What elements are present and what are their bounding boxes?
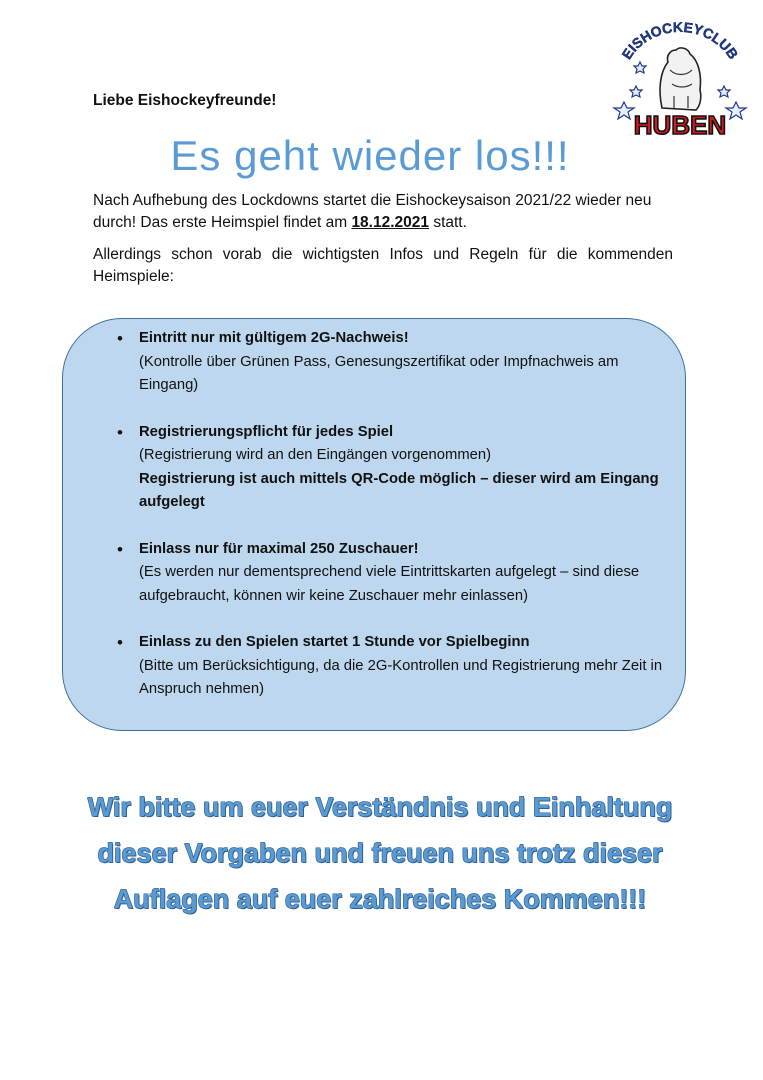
rule-item xyxy=(117,421,677,515)
rule-title: • Eintritt nur mit gültigem 2G-Nachweis! xyxy=(139,330,409,346)
rule-title: • Registrierungspflicht für jedes Spiel xyxy=(139,423,394,440)
intro-paragraph-2: Allerdings schon vorab die wichtigsten Infos und Regeln für die kommenden Heimspiele: xyxy=(93,246,673,285)
rules-list xyxy=(117,327,677,725)
rule-extra: Registrierung ist auch mittels QR-Code möglich – dieser wird am Eingang aufgelegt xyxy=(139,470,659,510)
logo-bottom-text: HUBEN xyxy=(633,110,727,140)
intro-paragraph-1 xyxy=(93,190,673,234)
closing-message: Wir bitte um euer Verständnis und Einhaltung dieser Vorgaben und freuen uns trotz dieser Auflagen auf euer zahlreiches Kommen!!! xyxy=(87,792,673,914)
rule-note: (Bitte um Berücksichtigung, da die 2G-Kontrollen und Registrierung mehr Zeit in Anspruch nehmen) xyxy=(139,657,663,697)
rule-note: (Registrierung wird an den Eingängen vorgenommen) xyxy=(139,447,492,463)
first-home-game-date: 18.12.2021 xyxy=(351,214,430,231)
rules-box xyxy=(62,318,686,731)
bear-icon xyxy=(660,48,701,110)
intro xyxy=(93,190,673,298)
intro-text-before-date: Nach Aufhebung des Lockdowns startet die Eishockeysaison 2021/22 wieder neu durch! Das erste Heimspiel findet am xyxy=(93,192,652,231)
intro-text-after-date: statt. xyxy=(429,214,467,231)
headline: Es geht wieder los!!! xyxy=(170,132,570,179)
greeting: Liebe Eishockeyfreunde! xyxy=(93,92,277,109)
rule-item xyxy=(117,327,677,398)
rule-note: (Kontrolle über Grünen Pass, Genesungszertifikat oder Impfnachweis am Eingang) xyxy=(139,353,619,393)
rule-title: • Einlass zu den Spielen startet 1 Stunde vor Spielbeginn xyxy=(139,634,530,650)
rule-item xyxy=(117,631,677,702)
rule-note: (Es werden nur dementsprechend viele Eintrittskarten aufgelegt – sind diese aufgebraucht, können wir keine Zuschauer mehr einlassen) xyxy=(139,564,640,604)
rule-item xyxy=(117,538,677,609)
club-logo xyxy=(610,20,750,140)
logo-top-text: EISHOCKEYCLUB xyxy=(618,20,742,62)
rule-title: • Einlass nur für maximal 250 Zuschauer! xyxy=(139,540,419,557)
